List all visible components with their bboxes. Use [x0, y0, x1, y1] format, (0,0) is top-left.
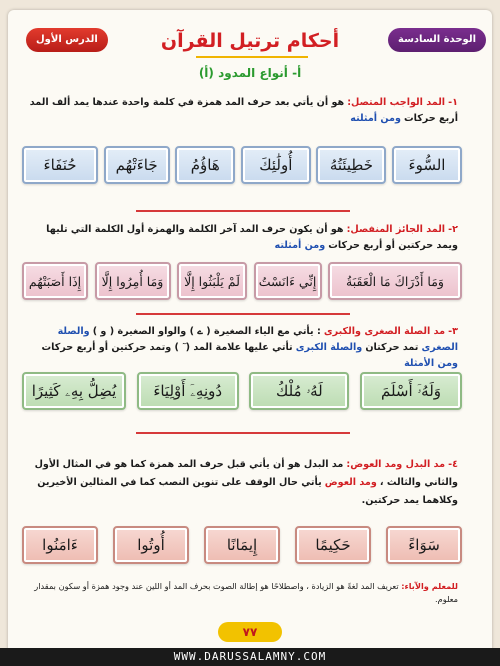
section-2-num: ٢- [448, 224, 458, 235]
section-3-desc-1: : يأتي مع الياء الصغيرة ( ے ) والواو الصغيرة ( و ) [92, 326, 321, 337]
section-3-examples-label: ومن الأمثلة [404, 358, 458, 369]
example-word: حُنَفَاءَ [22, 146, 98, 184]
page-subtitle: أ- أنواع المدود (أ) [198, 66, 302, 80]
section-4-num: ٤- [448, 459, 458, 470]
example-word: أُوتُوا [113, 526, 189, 564]
example-word: لَهُۥ مُلْكُ [249, 372, 349, 410]
section-separator [136, 313, 350, 315]
section-1-desc: هو أن يأتي بعد حرف المد همزة في كلمة واحدة عندها يمد ألف المد أربع حركات [29, 97, 458, 124]
section-separator [136, 432, 350, 434]
section-4-desc-1: مد البدل هو أن يأتي قبل حرف المد همزة كما هو في المثال الأول والثاني والثالث ، [34, 459, 458, 488]
example-word: أُولَٰئِكَ [241, 146, 311, 184]
section-4-examples [22, 526, 462, 564]
section-3-desc-2: تمد حركتان [365, 342, 419, 353]
unit-badge: الوحدة السادسة [388, 28, 486, 52]
example-word: وَمَا أَدْرَاكَ مَا الْعَقَبَةُ [328, 262, 462, 300]
page-number: ٧٧ [218, 622, 282, 642]
example-word: لَمْ يَلْبَثُوا إِلَّا [177, 262, 247, 300]
section-1-examples [22, 146, 462, 184]
teacher-note [26, 580, 458, 606]
example-word: إِذَا أَصَبَتْهُم [22, 262, 88, 300]
section-4-name-2: ومد العوض [324, 477, 377, 488]
section-2-name: المد الجائز المنفصل: [346, 224, 446, 235]
example-word: هَاؤُمُ [175, 146, 235, 184]
example-word: السُّوءَ [392, 146, 462, 184]
section-2-examples [22, 262, 462, 300]
section-4-name: مد البدل ومد العوض: [346, 459, 446, 470]
example-word: سَوَاءً [386, 526, 462, 564]
example-word: خَطِيئَتُهُ [316, 146, 386, 184]
section-3-num: ٣- [448, 326, 458, 337]
example-word: وَلَهُۥٓ أَسْلَمَ [360, 372, 462, 410]
lesson-badge: الدرس الأول [26, 28, 108, 52]
section-1-num: ١- [448, 97, 458, 108]
section-1-examples-label: ومن أمثلته [350, 113, 401, 124]
example-word: وَمَا أُمِرُوا إِلَّا [95, 262, 171, 300]
section-4-desc-2: يأتي حال الوقف على تنوين النصب كما في المثالين الأخيرين وكلاهما يمد حركتين. [37, 477, 458, 506]
section-4-text [26, 456, 458, 510]
section-separator [136, 210, 350, 212]
teacher-note-label: للمعلم والآباء: [401, 581, 458, 591]
section-3-text [26, 324, 458, 372]
section-2-text [26, 222, 458, 254]
example-word: حَكِيمًا [295, 526, 371, 564]
teacher-note-text: تعريف المد لغةً هو الزيادة ، واصطلاحًا هو إطالة الصوت بحرف المد أو اللين عند وجود همزة أو سكون بمقدار معلوم. [34, 581, 458, 604]
example-word: إِيمَانًا [204, 526, 280, 564]
section-3-name-2: والصلة الصغرى [57, 326, 458, 353]
example-word: جَاءَتْهُم [104, 146, 170, 184]
section-2-examples-label: ومن أمثلته [274, 240, 326, 251]
example-word: دُونِهِۦٓ أَوْلِيَاءَ [137, 372, 239, 410]
section-3-examples [22, 372, 462, 410]
section-3-desc-3: تأتي عليها علامة المد ( ٓ ) وتمد حركتين أو أربع حركات [41, 342, 293, 353]
page-title: أحكام ترتيل القرآن [160, 30, 340, 52]
footer-website: WWW.DARUSSALAMNY.COM [0, 648, 500, 666]
section-1-text [26, 95, 458, 127]
example-word: ءَامَنُوا [22, 526, 98, 564]
title-underline [196, 56, 308, 58]
example-word: إِنِّي ءَانَسْتُ [254, 262, 322, 300]
section-2-desc: هو أن يكون حرف المد آخر الكلمة والهمزة أول الكلمة التي تليها ويمد حركتين أو أربع حركات [46, 224, 458, 251]
section-3-name: مد الصلة الصغرى والكبرى [323, 326, 446, 337]
section-1-name: المد الواجب المتصل: [347, 97, 446, 108]
example-word: يُضِلُّ بِهِۦ كَثِيرًا [22, 372, 126, 410]
section-3-name-3: والصلة الكبرى [295, 342, 363, 353]
